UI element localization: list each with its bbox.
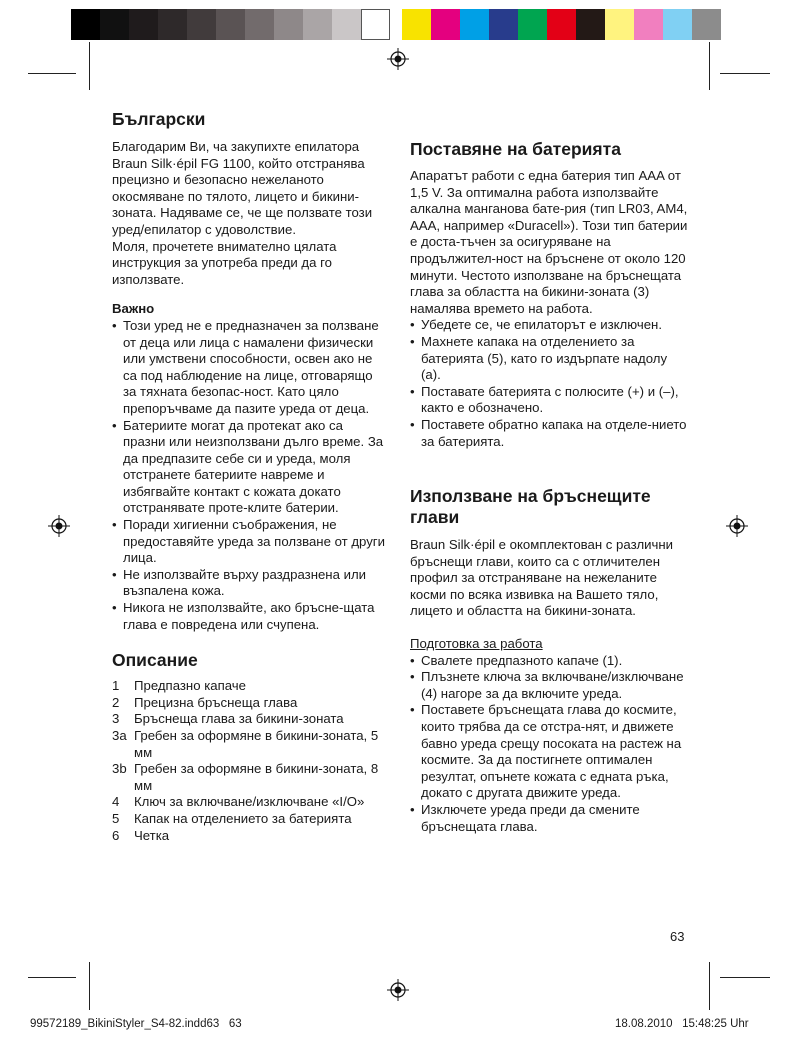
list-item: • Плъзнете ключа за включване/изключване (4) нагоре за да включите уреда. [410, 669, 688, 702]
list-item: • Поставате батерията с полюсите (+) и (–), както е обозначено. [410, 384, 688, 417]
gray-swatch-11 [361, 9, 390, 40]
list-item [112, 711, 388, 728]
color-swatch-black [576, 9, 605, 40]
section-title-heads: Използване на бръснещите глави [410, 486, 651, 528]
color-swatch-magenta [431, 9, 460, 40]
color-swatch-green [518, 9, 547, 40]
list-item: • Свалете предпазното капаче (1). [410, 653, 688, 670]
crop-mark [720, 73, 770, 74]
description-list [112, 678, 388, 844]
item-number: 2 [112, 694, 120, 710]
gray-swatch-4 [158, 9, 187, 40]
intro-paragraph: Благодарим Ви, ча закупихте епилатора Braun Silk·épil FG 1100, който отстранява прецизно и безопасно нежеланото окосмяване по тялото, лицето и бикини-зоната. Надяваме се, че ще ползвате този уред/епилатор с удоволствие. [112, 139, 373, 237]
item-number: 1 [112, 678, 120, 694]
gray-swatch-1 [71, 9, 100, 40]
list-item [112, 761, 388, 794]
color-swatch-cyan [460, 9, 489, 40]
item-text: Бръснеща глава за бикини-зоната [134, 711, 344, 727]
list-item: • Махнете капака на отделението за батерията (5), като го издърпате надолу (a). [410, 334, 688, 384]
item-number: 3 [112, 711, 120, 727]
battery-list [410, 317, 688, 450]
item-text: Гребен за оформяне в бикини-зоната, 5 мм [134, 728, 379, 760]
list-item: • Не използвайте върху раздразнена или възпалена кожа. [112, 567, 388, 600]
list-item: • Поставете бръснещата глава до космите, които трябва да се отстра-нят, и движете бавно уреда срещу посоката на растеж на космите. За да постигнете оптимален резултат, опънете кожата с едната ръка, докато с другата движите уреда. [410, 702, 688, 802]
registration-mark-icon [726, 515, 748, 537]
gray-swatch-9 [303, 9, 332, 40]
important-heading: Важно [112, 301, 155, 317]
item-text: Гребен за оформяне в бикини-зоната, 8 мм [134, 761, 379, 793]
prep-list [410, 653, 688, 836]
gray-swatch-6 [216, 9, 245, 40]
item-text: Капак на отделението за батерията [134, 810, 352, 826]
registration-mark-icon [387, 48, 409, 70]
gray-swatch-10 [332, 9, 361, 40]
section-title-battery: Поставяне на батерията [410, 139, 621, 159]
color-swatch-light-yellow [605, 9, 634, 40]
color-swatch-blue [489, 9, 518, 40]
registration-mark-icon [48, 515, 70, 537]
item-number: 3b [112, 761, 127, 777]
list-item [112, 794, 388, 811]
footer-timestamp: 18.08.2010 15:48:25 Uhr [615, 1018, 749, 1030]
item-number: 5 [112, 810, 120, 826]
intro-paragraph-2: Моля, прочетете внимателно цялата инструкция за употреба преди да го използвате. [112, 238, 337, 287]
color-swatch-pink [634, 9, 663, 40]
item-text: Предпазно капаче [134, 678, 246, 694]
item-text: Четка [134, 827, 170, 843]
heads-paragraph: Braun Silk·épil е окомплектован с различни бръснещи глави, които са с отличителен профил за отстраняване на нежеланите косми по всяка извивка на Вашето тяло, лицето и областта на бикини-зоната. [410, 537, 674, 619]
gray-swatch-3 [129, 9, 158, 40]
section-title-description: Описание [112, 650, 198, 671]
color-swatch-yellow [402, 9, 431, 40]
item-number: 3a [112, 728, 127, 743]
gray-swatch-7 [245, 9, 274, 40]
item-number: 4 [112, 794, 120, 810]
registration-mark-icon [387, 979, 409, 1001]
list-item: • Батериите могат да протекат ако са празни или неизползвани дълго време. За да предпазите себе си и уреда, моля отстранете батериите навреме и избягвайте контакт с кожата докато отстранявате проте-клите батерии. [112, 418, 388, 518]
crop-mark [89, 42, 90, 90]
list-item [112, 811, 388, 828]
gray-swatch-2 [100, 9, 129, 40]
list-item [112, 678, 388, 695]
item-text: Прецизна бръснеща глава [134, 694, 298, 710]
gray-swatch-8 [274, 9, 303, 40]
list-item: • Този уред не е предназначен за ползване от деца или лица с намалени физически или умствени способности, освен ако не са под наблюдение на лице, отговарящо за тяхната безопас-ност. Като цяло препоръчваме да пазите уреда от деца. [112, 318, 388, 418]
list-item: • Поставете обратно капака на отделе-нието за батерията. [410, 417, 688, 450]
item-text: Ключ за включване/изключване «I/O» [134, 794, 365, 810]
list-item [112, 728, 388, 761]
list-item [112, 695, 388, 712]
crop-mark [709, 42, 710, 90]
color-swatch-light-cyan [663, 9, 692, 40]
list-item [112, 828, 388, 845]
list-item: • Поради хигиенни съображения, не предоставяйте уреда за ползване от други лица. [112, 517, 388, 567]
list-item: • Изключете уреда преди да смените бръснещата глава. [410, 802, 688, 835]
battery-paragraph: Апаратът работи с една батерия тип AAA от 1,5 V. За оптимална работа използвайте алкална манганова бате-рия (тип LR03, AM4, AAA, например «Duracell»). Този тип батерии е доста-тъчен за осигуряване на продължител-ност на бръснене от около 120 минути. Честото използване на бръснещата глава за областта на бикини-зоната (3) намалява времето на работа. [410, 168, 688, 316]
list-item: • Убедете се, че епилаторът е изключен. [410, 317, 688, 334]
left-column [112, 109, 388, 844]
right-column [410, 139, 688, 835]
crop-mark [709, 962, 710, 1010]
crop-mark [720, 977, 770, 978]
color-swatch-red [547, 9, 576, 40]
crop-mark [28, 73, 76, 74]
list-item: • Никога не използвайте, ако бръсне-щата глава е повредена или счупена. [112, 600, 388, 633]
color-calibration-bar [71, 9, 721, 40]
crop-mark [89, 962, 90, 1010]
prep-heading: Подготовка за работа [410, 636, 543, 652]
color-swatch-gray [692, 9, 721, 40]
crop-mark [28, 977, 76, 978]
gray-swatch-5 [187, 9, 216, 40]
important-list [112, 318, 388, 633]
item-number: 6 [112, 827, 120, 843]
footer-file-info: 99572189_BikiniStyler_S4-82.indd63 63 [30, 1018, 242, 1030]
page-number: 63 [670, 929, 685, 944]
section-title-language: Български [112, 109, 206, 129]
